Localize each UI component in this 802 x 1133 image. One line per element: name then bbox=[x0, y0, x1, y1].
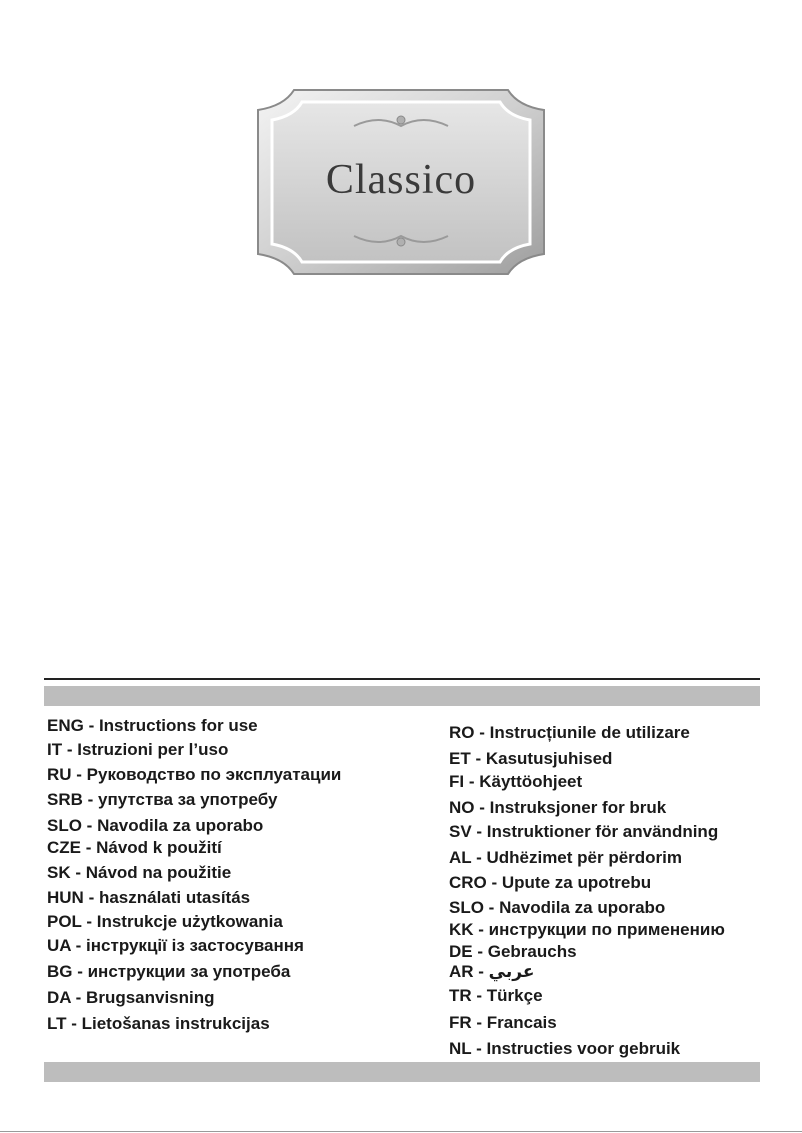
lang-code: CRO bbox=[449, 873, 487, 892]
brand-logo-plaque bbox=[254, 86, 548, 278]
lang-label: Upute za upotrebu bbox=[501, 873, 652, 892]
page-edge-rule bbox=[0, 1131, 802, 1132]
lang-code: BG bbox=[47, 962, 73, 981]
lang-label: Käyttöohjeet bbox=[479, 772, 583, 791]
lang-label: Instrukcje użytkowania bbox=[96, 912, 283, 931]
lang-label: инструкции по применению bbox=[488, 920, 725, 939]
lang-it: IT - Istruzioni per l’uso bbox=[47, 740, 229, 759]
lang-kk: KK - инструкции по применению bbox=[449, 920, 725, 939]
lang-fi: FI - Käyttöohjeet bbox=[449, 772, 583, 791]
lang-label: Udhëzimet për përdorim bbox=[486, 848, 683, 867]
lang-hun: HUN - használati utasítás bbox=[47, 888, 251, 907]
lang-no: NO - Instruksjoner for bruk bbox=[449, 798, 667, 817]
lang-code: NO bbox=[449, 798, 475, 817]
lang-al: AL - Udhëzimet për përdorim bbox=[449, 848, 683, 867]
lang-code: SV bbox=[449, 822, 472, 841]
lang-label: Francais bbox=[486, 1013, 557, 1032]
lang-label: Navodila za uporabo bbox=[499, 898, 666, 917]
lang-code: SLO bbox=[47, 816, 82, 835]
lang-et: ET - Kasutusjuhised bbox=[449, 749, 613, 768]
lang-cze: CZE - Návod k použití bbox=[47, 838, 222, 857]
lang-code: NL bbox=[449, 1039, 472, 1058]
lang-lt: LT - Lietošanas instrukcijas bbox=[47, 1014, 270, 1033]
lang-label: упутства за употребу bbox=[98, 790, 278, 809]
lang-code: RO bbox=[449, 723, 475, 742]
lang-code: SRB bbox=[47, 790, 83, 809]
lang-de: DE - Gebrauchs bbox=[449, 942, 577, 961]
lang-slo-right: SLO - Navodila za uporabo bbox=[449, 898, 666, 917]
lang-label: Návod k použití bbox=[96, 838, 222, 857]
lang-cro: CRO - Upute za upotrebu bbox=[449, 873, 652, 892]
lang-label: Руководство по эксплуатации bbox=[86, 765, 342, 784]
lang-fr: FR - Francais bbox=[449, 1013, 557, 1032]
lang-ru: RU - Руководство по эксплуатации bbox=[47, 765, 342, 784]
lang-label: Instruksjoner for bruk bbox=[489, 798, 667, 817]
lang-tr: TR - Türkçe bbox=[449, 986, 543, 1005]
lang-code: ET bbox=[449, 749, 471, 768]
lang-code: SK bbox=[47, 863, 71, 882]
lang-label: Instruktioner för användning bbox=[486, 822, 719, 841]
lang-label: عربي bbox=[488, 962, 535, 981]
lang-label: Istruzioni per l’uso bbox=[77, 740, 229, 759]
lang-code: SLO bbox=[449, 898, 484, 917]
lang-label: инструкции за употреба bbox=[87, 962, 291, 981]
lang-sv: SV - Instruktioner för användning bbox=[449, 822, 719, 841]
brand-name: Classico bbox=[325, 157, 477, 203]
lang-label: Instructions for use bbox=[98, 716, 258, 735]
lang-ro: RO - Instrucțiunile de utilizare bbox=[449, 723, 690, 742]
lang-da: DA - Brugsanvisning bbox=[47, 988, 215, 1007]
lang-slo: SLO - Navodila za uporabo bbox=[47, 816, 264, 835]
lang-label: інструкції із застосування bbox=[86, 936, 304, 955]
lang-label: Brugsanvisning bbox=[86, 988, 215, 1007]
lang-code: UA bbox=[47, 936, 71, 955]
lang-label: Návod na použitie bbox=[85, 863, 232, 882]
lang-label: Navodila za uporabo bbox=[97, 816, 264, 835]
lang-label: használati utasítás bbox=[98, 888, 251, 907]
lang-label: Instructies voor gebruik bbox=[486, 1039, 681, 1058]
lang-code: DE bbox=[449, 942, 473, 961]
lang-code: HUN bbox=[47, 888, 84, 907]
top-band bbox=[44, 686, 760, 706]
lang-code: POL bbox=[47, 912, 82, 931]
top-rule bbox=[44, 678, 760, 680]
lang-label: Lietošanas instrukcijas bbox=[81, 1014, 270, 1033]
lang-label: Türkçe bbox=[486, 986, 543, 1005]
lang-code: IT bbox=[47, 740, 63, 759]
lang-label: Instrucțiunile de utilizare bbox=[489, 723, 690, 742]
lang-code: ENG bbox=[47, 716, 84, 735]
lang-code: TR bbox=[449, 986, 472, 1005]
lang-pol: POL - Instrukcje użytkowania bbox=[47, 912, 283, 931]
lang-sk: SK - Návod na použitie bbox=[47, 863, 232, 882]
lang-code: CZE bbox=[47, 838, 81, 857]
lang-label: Gebrauchs bbox=[487, 942, 577, 961]
lang-code: FI bbox=[449, 772, 465, 791]
lang-code: RU bbox=[47, 765, 72, 784]
bottom-band bbox=[44, 1062, 760, 1082]
lang-ar: AR - عربي bbox=[449, 962, 535, 981]
lang-srb: SRB - упутства за употребу bbox=[47, 790, 278, 809]
lang-code: KK bbox=[449, 920, 474, 939]
lang-ua: UA - інструкції із застосування bbox=[47, 936, 304, 955]
lang-bg: BG - инструкции за употреба bbox=[47, 962, 291, 981]
lang-code: DA bbox=[47, 988, 71, 1007]
lang-eng: ENG - Instructions for use bbox=[47, 716, 258, 735]
lang-nl: NL - Instructies voor gebruik bbox=[449, 1039, 681, 1058]
brand-logo bbox=[254, 86, 548, 278]
lang-code: LT bbox=[47, 1014, 67, 1033]
lang-code: FR bbox=[449, 1013, 472, 1032]
lang-code: AL bbox=[449, 848, 472, 867]
lang-code: AR bbox=[449, 962, 474, 981]
lang-label: Kasutusjuhised bbox=[485, 749, 613, 768]
